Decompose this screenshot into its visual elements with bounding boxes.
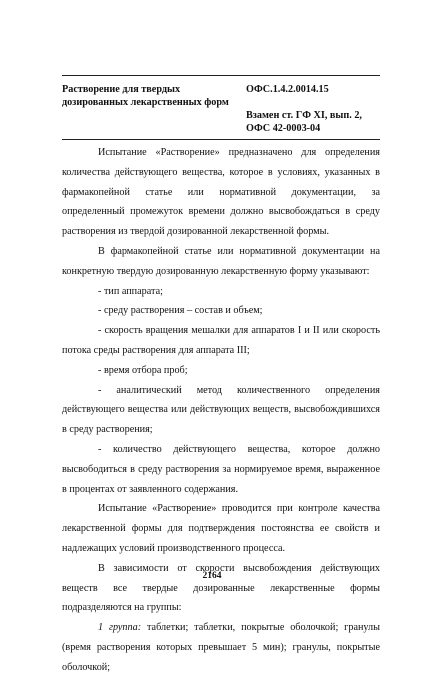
paragraph-group-1 xyxy=(62,618,380,677)
paragraph-purpose: Испытание «Растворение» предназначено для определения количества действующего вещества, которое в условиях, указанных в фармакопейной статье или нормативной документации, за определенный промежуток времени должно высвобождаться в среду растворения из твердой дозированной лекарственной формы. xyxy=(62,147,380,238)
replaces-line-1: Взамен ст. ГФ XI, вып. 2, xyxy=(246,110,362,121)
replaces-line-2: ОФС 42-0003-04 xyxy=(246,123,321,134)
list-item: - время отбора проб; xyxy=(98,364,188,376)
document-body xyxy=(62,143,380,678)
list-item: - скорость вращения мешалки для аппаратов I и II или скорость потока среды растворения для аппарата III; xyxy=(62,325,380,356)
page-number: 2164 xyxy=(202,571,222,581)
title-line-2: дозированных лекарственных форм xyxy=(62,97,229,108)
paragraph-groups: В зависимости от скорости высвобождения действующих веществ все твердые дозированные лекарственные формы подразделяются на группы: xyxy=(62,562,380,614)
document-code-block xyxy=(246,83,380,135)
spacer xyxy=(246,96,380,109)
list-item: - среду растворения – состав и объем; xyxy=(98,305,263,317)
list-item: - тип аппарата; xyxy=(98,285,163,297)
title-line-1: Растворение для твердых xyxy=(62,84,181,95)
list-item: - аналитический метод количественного определения действующего вещества или действующих веществ, высвобождившихся в среду растворения; xyxy=(62,384,380,436)
group-1-label: 1 группа: xyxy=(98,622,142,634)
list-item: - количество действующего вещества, которое должно высвободиться в среду растворения за нормируемое время, выраженное в процентах от заявленного содержания. xyxy=(62,443,380,495)
paragraph-control: Испытание «Растворение» проводится при контроле качества лекарственной формы для подтверждения постоянства ее свойств и надлежащих условий производственного процесса. xyxy=(62,503,380,554)
document-code: ОФС.1.4.2.0014.15 xyxy=(246,84,329,95)
header-bottom-rule xyxy=(62,139,380,140)
paragraph-requirements: В фармакопейной статье или нормативной документации на конкретную твердую дозированную лекарственную форму указывают: xyxy=(62,245,380,277)
header-top-rule xyxy=(62,75,380,76)
document-title xyxy=(62,83,230,109)
group-1-text: таблетки; таблетки, покрытые оболочкой; гранулы (время растворения которых превышает 5 мин); гранулы, покрытые оболочкой; xyxy=(62,622,380,673)
